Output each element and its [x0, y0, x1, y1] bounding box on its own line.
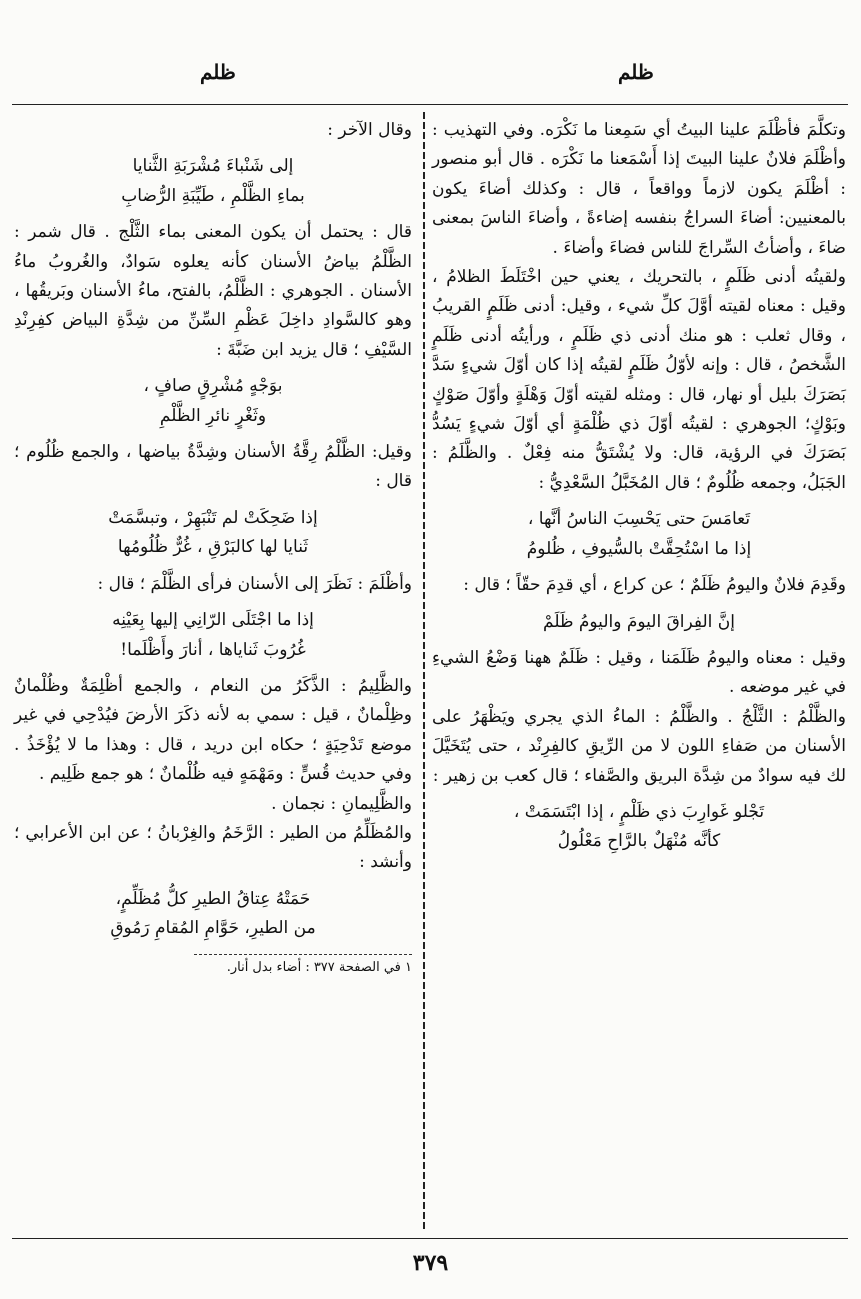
paragraph: وقيل : معناه واليومُ ظَلَمَنا ، وقيل : ظَلَمٌ ههنا وَضْعُ الشيءِ في غير موضعه .: [432, 647, 846, 698]
verse-line: تَعامَسَ حتى يَحْسِبَ الناسُ أنَّها ،: [527, 509, 751, 530]
verse-line: من الطيرِ، حَوَّامِ المُقامِ رَمُوقِ: [110, 918, 316, 939]
verse-line: ثَنايا لها كالبَرْقِ ، غُرٌّ ظُلُومُها: [117, 537, 309, 558]
poetry-verse: [14, 885, 412, 944]
page-header-right-word: ظلم: [618, 60, 654, 84]
verse-line: إنَّ الفِراقَ اليومَ واليومُ ظَلَمْ: [543, 611, 735, 632]
paragraph: وقَدِمَ فلانٌ واليومُ ظَلَمٌ ؛ عن كراع ، أي قدِمَ حقّاً ؛ قال :: [463, 575, 846, 596]
verse-line: كأنَّه مُنْهَلٌ بالرَّاحِ مَعْلُولُ: [557, 831, 721, 852]
verse-line: وثَغْرٍ نائرِ الظَّلْمِ: [159, 405, 267, 426]
right-column: [432, 116, 846, 864]
paragraph: قال : يحتمل أن يكون المعنى بماء الثَّلْج . قال شمر : الظَّلْمُ بياضُ الأسنان كأنه يعلوه سَوادٌ، والغُروبُ ماءُ الأسنان . الجوهري : الظَّلْمُ، بالفتح، ماءُ الأسنان وبَريقُها ، وهو كالسَّوادِ داخِلَ عَظْمِ السِّنِّ من شِدَّةِ البياض كفِرِنْدِ السَّيْفِ ؛ قال يزيد ابن ضَبَّةَ :: [14, 222, 412, 360]
paragraph: والظَّلِيمانِ : نجمان .: [271, 793, 412, 814]
verse-line: بوَجْهٍ مُشْرِقٍ صافٍ ،: [143, 376, 283, 397]
paragraph: وقال الآخر :: [327, 120, 412, 140]
verse-line: غُرُوبَ ثَناياها ، أنارَ وأَظْلَما!: [120, 639, 306, 660]
paragraph: والمُظَلِّمُ من الطير : الرَّخَمُ والغِرْبانُ ؛ عن ابن الأعرابي ؛ وأنشد :: [14, 822, 412, 873]
verse-line: حَمَتْهُ عِتاقُ الطيرِ كلُّ مُظَلِّمٍ،: [115, 888, 311, 909]
paragraph: وأظْلَمَ : نَظَرَ إلى الأسنان فرأى الظَّلْمَ ؛ قال :: [97, 573, 412, 594]
footer-rule: [12, 1238, 848, 1239]
footnote: ١ في الصفحة ٣٧٧ : أضاء بدل أنار.: [226, 959, 412, 975]
poetry-verse: [14, 372, 412, 431]
page-number: ٣٧٩: [412, 1250, 449, 1276]
poetry-verse: [432, 505, 846, 564]
left-column: [14, 116, 412, 977]
page-header-left-word: ظلم: [200, 60, 236, 84]
paragraph: والظَّلْمُ : الثَّلْجُ . والظَّلْمُ : الماءُ الذي يجري ويَظْهَرُ على الأسنان من صَفاءِ اللون لا من الرِّيقِ كالفِرِنْد ، حتى يُتَخَيَّلَ لك فيه سوادٌ من شِدَّة البريق والصَّفاء ؛ قال كعب بن زهير :: [432, 706, 846, 786]
paragraph: وتكلَّمَ فأظْلَمَ علينا البيتُ أي سَمِعنا ما نَكْرَه. وفي التهذيب : وأظْلَمَ فلانٌ علينا البيتَ إذا أَسْمَعنا ما نَكْرَه . قال أبو منصور : أظْلَمَ يكون لازماً وواقعاً ، قال : وكذلك أضاءَ يكون بالمعنيين: أضاءَ السراجُ بنفسه إضاءةً ، وأضاءَ الناسَ بمعنى ضاءَ ، وأضأتُ السِّراجَ للناس فضاءَ وأضاءَ .: [432, 120, 846, 258]
poetry-verse: [14, 504, 412, 563]
poetry-verse: [432, 608, 846, 637]
verse-line: إلى شَنْباءَ مُشْرَبَةِ الثَّنايا: [132, 156, 294, 177]
verse-line: تَجْلو غَوارِبَ ذي ظَلْمٍ ، إذا ابْتَسَمَتْ ،: [513, 801, 765, 822]
paragraph: وقيل: الظَّلْمُ رِقَّةُ الأسنان وشِدَّةُ بياضها ، والجمع ظُلُوم ؛ قال :: [14, 442, 412, 492]
footnote-separator: [192, 954, 412, 955]
poetry-verse: [14, 152, 412, 211]
header-rule: [12, 104, 848, 105]
poetry-verse: [432, 798, 846, 857]
column-divider: [423, 112, 425, 1232]
paragraph: والظَّلِيمُ : الذَّكَرُ من النعام ، والجمع أظْلِمَةٌ وظُلْمانٌ وظِلْمانٌ ، قيل : سمي به لأنه ذكَرَ الأرضَ فيُدْحِي في غير موضع تَدْحِيَةٍ ؛ حكاه ابن دريد ، قال : وهذا ما لا يُؤْخَذُ . وفي حديث قُسٍّ : ومَهْمَهٍ فيه ظُلْمانٌ ؛ هو جمع ظَلِيم .: [14, 675, 412, 785]
poetry-verse: [14, 606, 412, 665]
verse-line: إذا ما اجْتَلَى الرّانِي إليها بِعَيْنِه: [112, 610, 314, 631]
verse-line: بماءِ الظَّلْمِ ، طَيِّبَةِ الرُّضابِ: [121, 185, 305, 206]
verse-line: إذا ضَحِكَتْ لم تَنْبَهِرْ ، وتبسَّمَتْ: [108, 507, 318, 528]
verse-line: إذا ما اسْتُحِقَّتْ بالسُّيوفِ ، ظُلومُ: [526, 538, 752, 559]
paragraph: ولقيتُه أدنى ظَلَمٍ ، بالتحريك ، يعني حين اخْتَلَطَ الظلامُ ، وقيل : معناه لقيته أوَّلَ كلِّ شيء ، وقيل: أدنى ظَلَمٍ القريبُ ، وقال ثعلب : هو منك أدنى ذي ظَلَمٍ ، ورأيتُه أدنى ظَلَمٍ الشَّخصُ ، قال : وإنه لأوّلُ ظَلَمٍ لقيتُه إذا كان أوّلَ شيءٍ سَدَّ بَصَرَكَ بليل أو نهار، قال : ومثله لقيته أوّلَ وَهْلَةٍ وأوّلَ صَوْكٍ وبَوْكٍ؛ الجوهري : لقيتُه أوّلَ ذي ظُلْمَةٍ أي أوّلَ شيءٍ يَسُدُّ بَصَرَكَ في الرؤية، قال: ولا يُشْتَقُّ منه فِعْلٌ . والظَّلَمُ : الجَبَلُ، وجمعه ظُلُومٌ ؛ قال المُخَبَّلُ السَّعْدِيُّ :: [432, 267, 846, 493]
